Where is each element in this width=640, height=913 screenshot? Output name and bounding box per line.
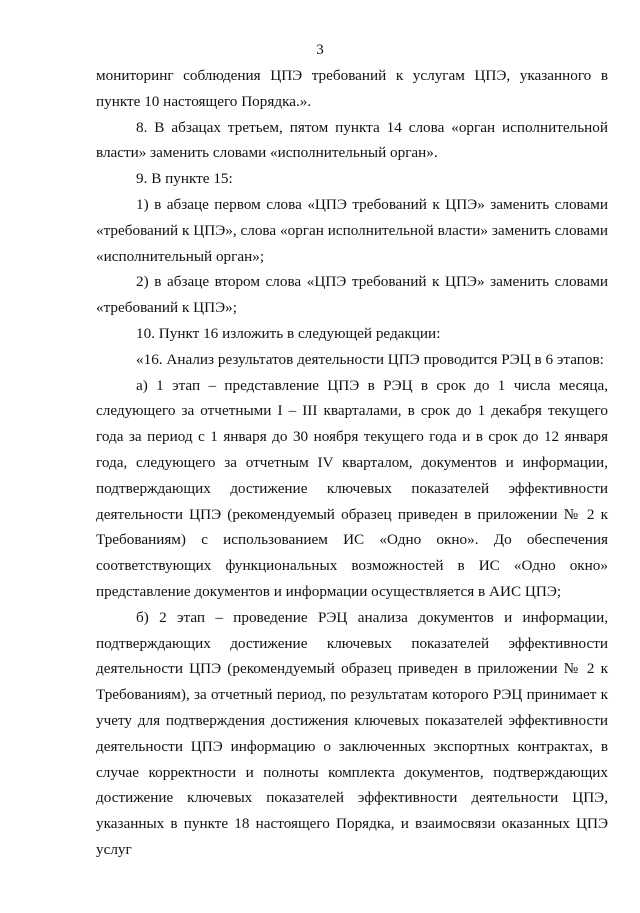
paragraph-stage-a: а) 1 этап – представление ЦПЭ в РЭЦ в срок до 1 числа месяца, следующего за отчетными I – III кварталами, в срок до 1 декабря текущего года за период с 1 января до 30 ноября текущего года и в срок до 12 января года, следующего за отчетным IV кварталом, документов и информации, подтверждающих достижение ключевых показателей эффективности деятельности ЦПЭ (рекомендуемый образец приведен в приложении № 2 к Требованиям) с использованием ИС «Одно окно». До обеспечения соответствующих функциональных возможностей в ИС «Одно окно» представление документов и информации осуществляется в АИС ЦПЭ; bbox=[96, 376, 608, 600]
paragraph-continuation: мониторинг соблюдения ЦПЭ требований к услугам ЦПЭ, указанного в пункте 10 настоящего Порядка.». bbox=[96, 67, 608, 110]
paragraph-item-9-2: 2) в абзаце втором слова «ЦПЭ требований к ЦПЭ» заменить словами «требований к ЦПЭ»; bbox=[96, 273, 608, 317]
document-body bbox=[96, 63, 608, 863]
paragraph-item-16: «16. Анализ результатов деятельности ЦПЭ проводится РЭЦ в 6 этапов: bbox=[136, 350, 604, 368]
page-number: 3 bbox=[316, 42, 324, 58]
paragraph-item-9: 9. В пункте 15: bbox=[136, 170, 233, 188]
paragraph-stage-b: б) 2 этап – проведение РЭЦ анализа документов и информации, подтверждающих достижение ключевых показателей эффективности деятельности ЦПЭ (рекомендуемый образец приведен в приложении № 2 к Требованиям), за отчетный период, по результатам которого РЭЦ принимает к учету для подтверждения достижения ключевых показателей эффективности деятельности ЦПЭ информацию о заключенных экспортных контрактах, в случае корректности и полноты комплекта документов, подтверждающих достижение ключевых показателей эффективности деятельности ЦПЭ, указанных в пункте 18 настоящего Порядка, и взаимосвязи оказанных ЦПЭ услуг bbox=[96, 608, 608, 858]
paragraph-item-9-1: 1) в абзаце первом слова «ЦПЭ требований к ЦПЭ» заменить словами «требований к ЦПЭ», слова «орган исполнительной власти» заменить словами «исполнительный орган»; bbox=[96, 195, 608, 265]
paragraph-item-10: 10. Пункт 16 изложить в следующей редакции: bbox=[136, 324, 441, 342]
paragraph-item-8: 8. В абзацах третьем, пятом пункта 14 слова «орган исполнительной власти» заменить словами «исполнительный орган». bbox=[96, 118, 608, 162]
